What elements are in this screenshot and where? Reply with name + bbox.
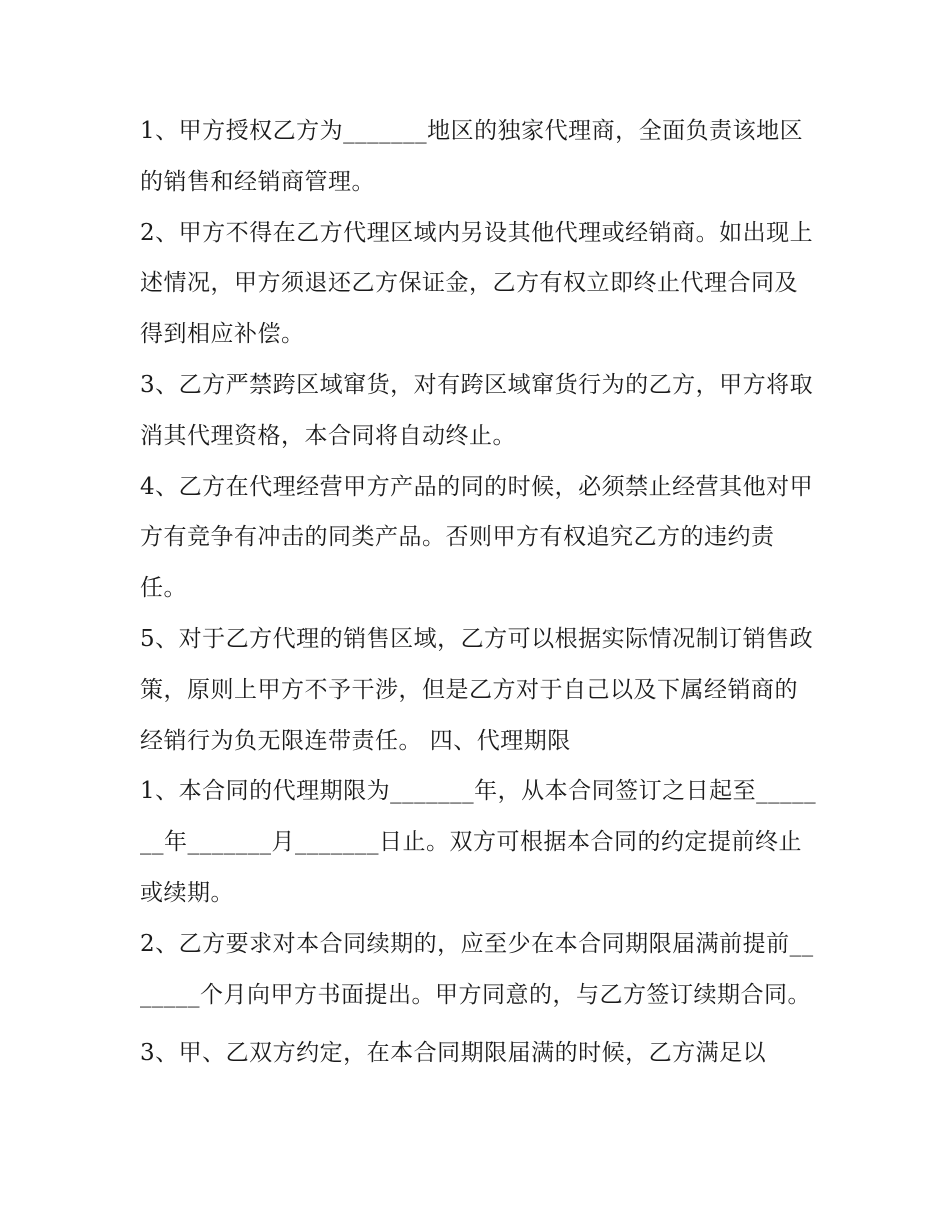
paragraph-5: 5、对于乙方代理的销售区域，乙方可以根据实际情况制订销售政策，原则上甲方不予干涉，但是乙方对于自己以及下属经销商的经销行为负无限连带责任。 四、代理期限	[140, 625, 814, 754]
paragraph-3: 3、乙方严禁跨区域窜货，对有跨区域窜货行为的乙方，甲方将取消其代理资格，本合同将自动终止。	[140, 371, 814, 449]
paragraph-8: 3、甲、乙双方约定，在本合同期限届满的时候，乙方满足以	[140, 1040, 767, 1067]
paragraph-7: 2、乙方要求对本合同续期的，应至少在本合同期限届满前提前_______个月向甲方书面提出。甲方同意的，与乙方签订续期合同。	[140, 930, 814, 1008]
paragraph-6: 1、本合同的代理期限为_______年，从本合同签订之日起至_______年_______月_______日止。双方可根据本合同的约定提前终止或续期。	[140, 778, 817, 906]
paragraph-1: 1、甲方授权乙方为_______地区的独家代理商，全面负责该地区的销售和经销商管理。	[140, 118, 804, 195]
document-page	[140, 106, 820, 1079]
paragraph-2: 2、甲方不得在乙方代理区域内另设其他代理或经销商。如出现上述情况，甲方须退还乙方保证金，乙方有权立即终止代理合同及得到相应补偿。	[140, 219, 814, 348]
paragraph-spacer	[140, 1020, 820, 1028]
paragraph-4: 4、乙方在代理经营甲方产品的同的时候，必须禁止经营其他对甲方有竞争有冲击的同类产品。否则甲方有权追究乙方的违约责任。	[140, 473, 814, 602]
